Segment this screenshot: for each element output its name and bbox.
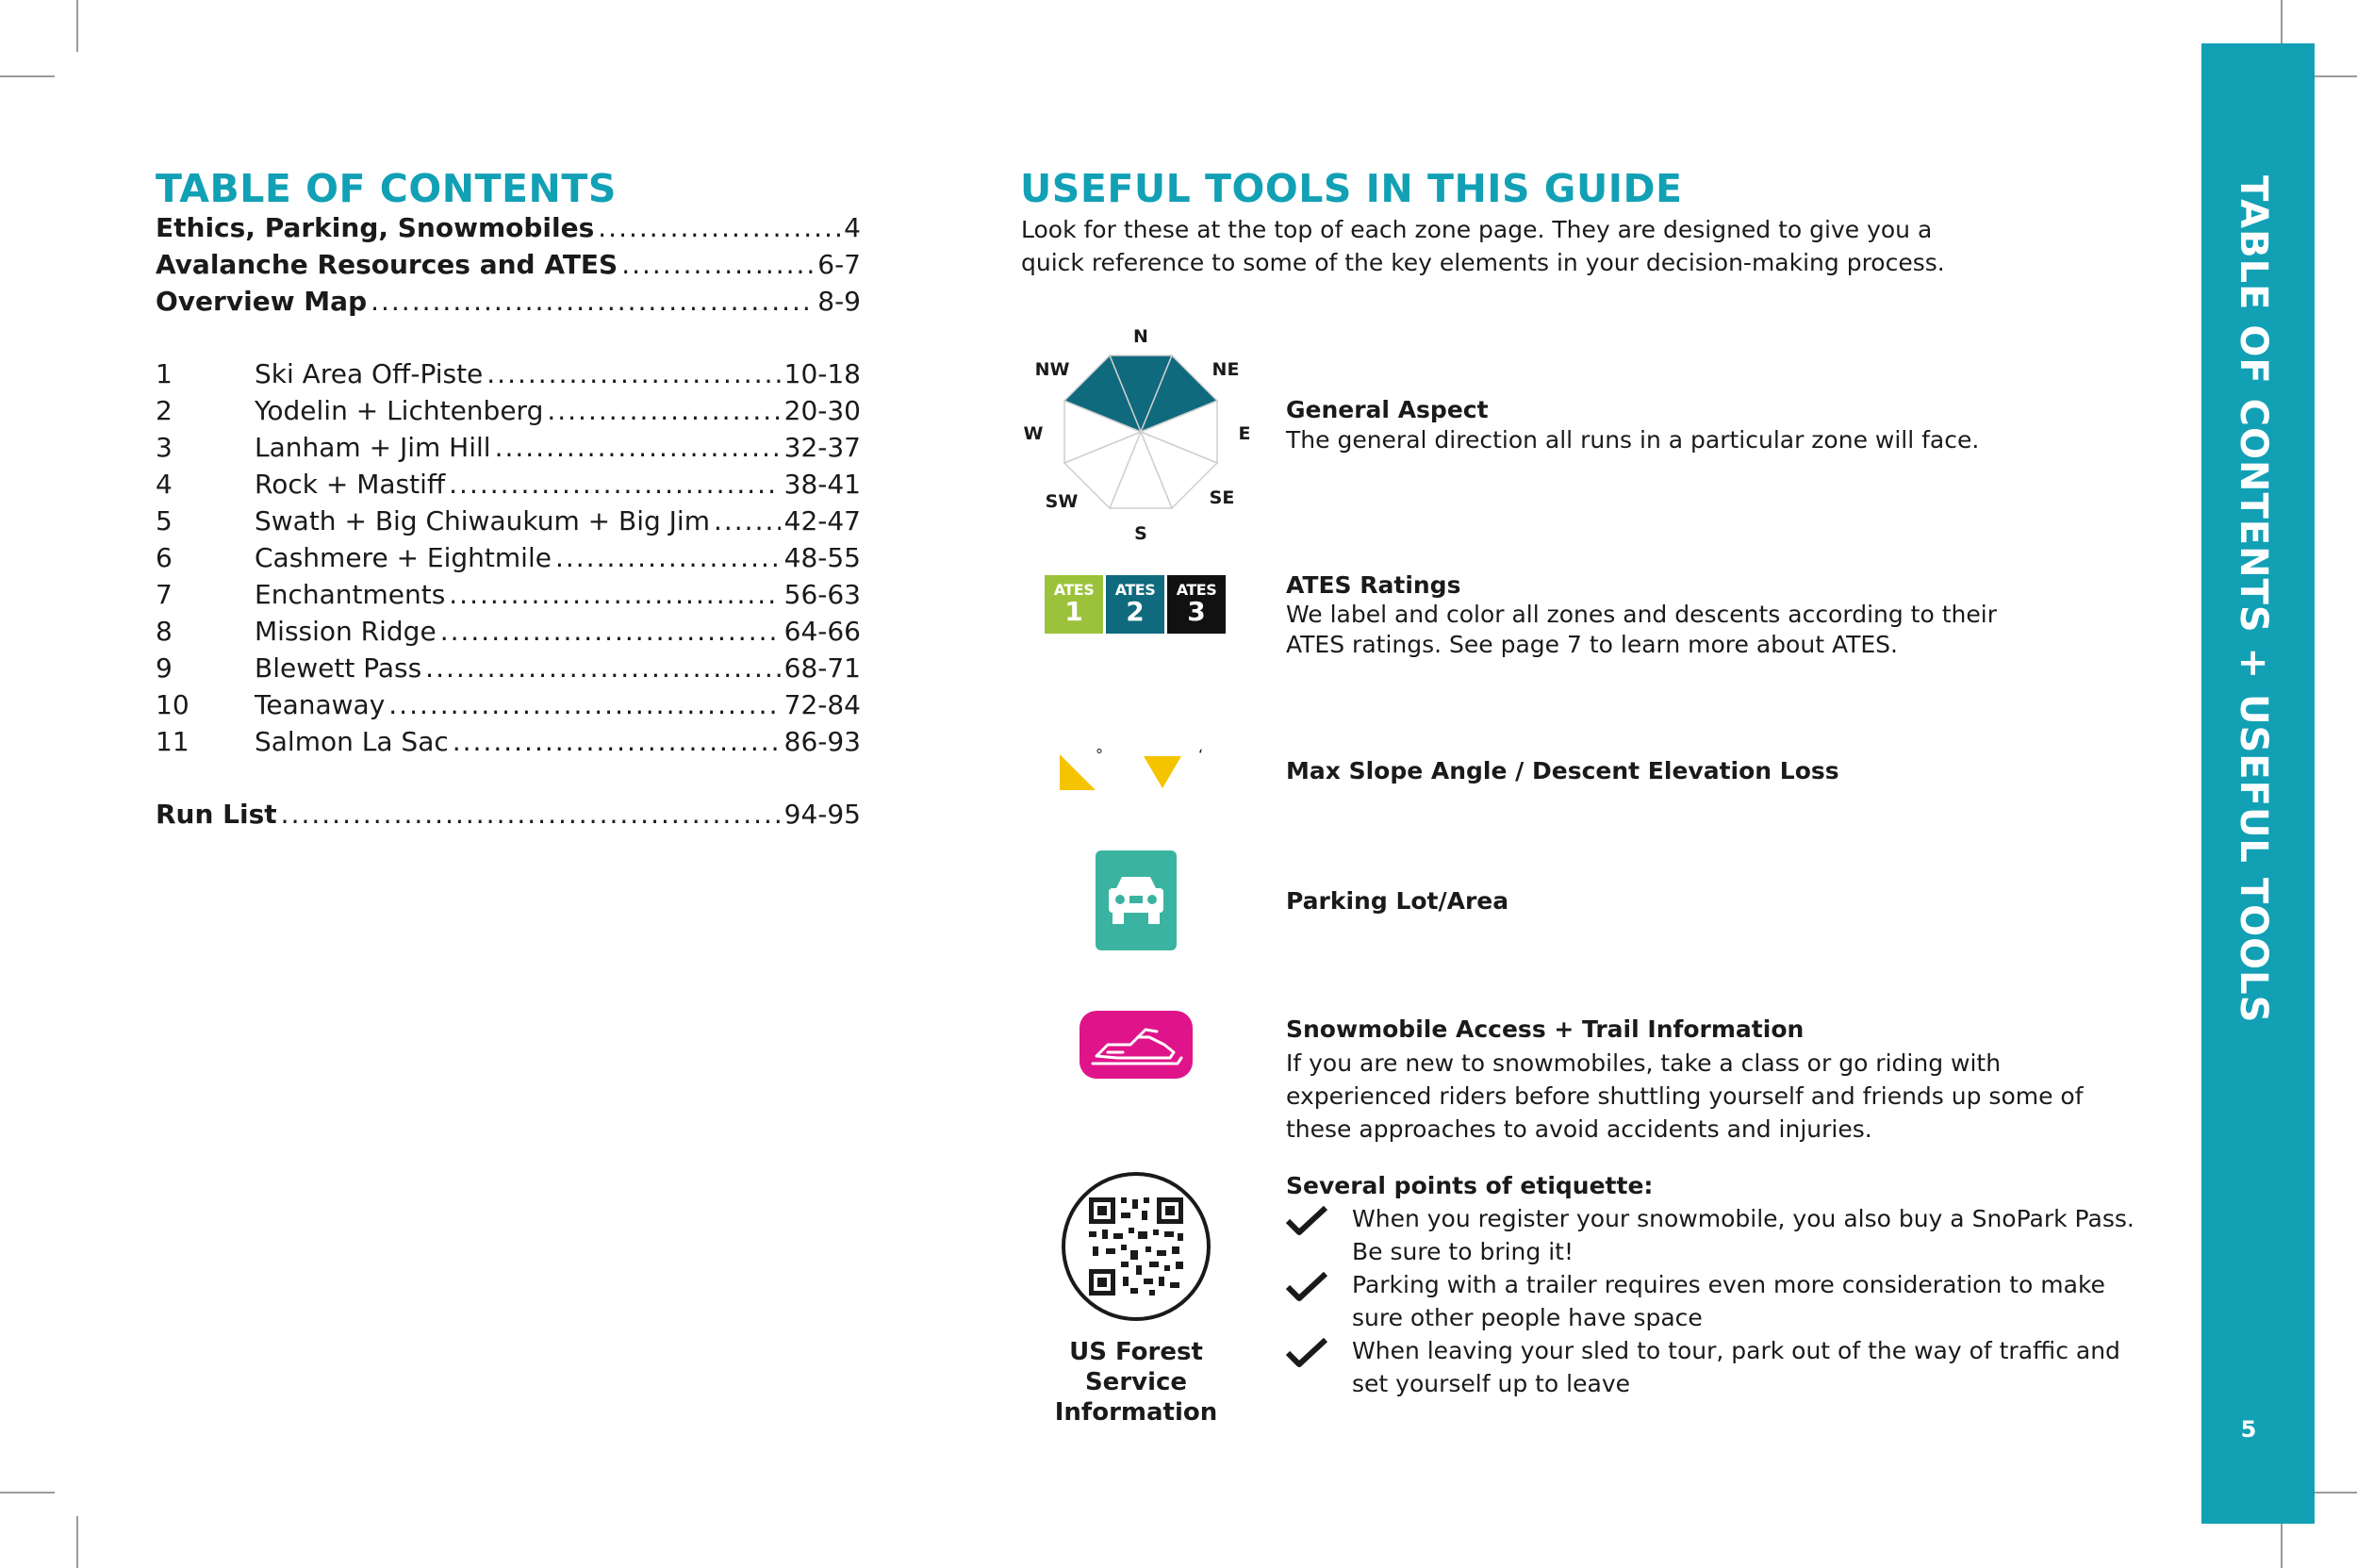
list-item bbox=[1286, 1268, 2134, 1334]
toc-entry-label: Teanaway bbox=[255, 689, 386, 720]
toc-entry-label: Salmon La Sac bbox=[255, 726, 449, 757]
toc-leader-dots bbox=[371, 286, 814, 317]
toc-entry-label: Enchantments bbox=[255, 579, 446, 610]
elevation-loss-icon bbox=[1136, 745, 1211, 801]
toc-zone-number: 3 bbox=[156, 432, 173, 463]
checkmark-icon bbox=[1286, 1206, 1327, 1236]
toc-leader-dots bbox=[388, 689, 780, 720]
ates-badge-number: 1 bbox=[1064, 596, 1083, 627]
compass-se-label: SE bbox=[1209, 487, 1235, 508]
toc-row bbox=[156, 249, 861, 286]
toc-entry-label: Ethics, Parking, Snowmobiles bbox=[156, 212, 595, 243]
toc-row bbox=[156, 542, 861, 579]
compass-ne-label: NE bbox=[1211, 359, 1240, 380]
toc-row bbox=[156, 689, 861, 726]
toc-page-range: 72-84 bbox=[783, 689, 861, 720]
toc-entry-label: Avalanche Resources and ATES bbox=[156, 249, 618, 280]
toc-page-range: 64-66 bbox=[783, 616, 861, 647]
compass-e-label: E bbox=[1238, 423, 1251, 444]
toc-title: TABLE OF CONTENTS bbox=[156, 166, 617, 211]
toc-page-range: 10-18 bbox=[783, 358, 861, 389]
toc-entry-label: Yodelin + Lichtenberg bbox=[255, 395, 544, 426]
toc-page-range: 94-95 bbox=[783, 799, 861, 830]
crop-mark bbox=[2281, 1516, 2283, 1568]
toc-entry-label: Swath + Big Chiwaukum + Big Jim bbox=[255, 505, 710, 536]
qr-code-icon bbox=[1061, 1171, 1211, 1322]
ates-title: ATES Ratings bbox=[1286, 571, 1461, 599]
compass-n-label: N bbox=[1133, 326, 1148, 347]
ates-1-badge bbox=[1045, 575, 1103, 634]
aspect-compass-sectors bbox=[1064, 355, 1217, 508]
toc-page-range: 56-63 bbox=[783, 579, 861, 610]
slope-angle-icon bbox=[1056, 745, 1122, 801]
ates-3-badge bbox=[1167, 575, 1226, 634]
parking-car-icon bbox=[1096, 850, 1177, 950]
toc-leader-dots bbox=[281, 799, 781, 830]
feet-mark: ‘ bbox=[1198, 746, 1204, 764]
toc-leader-dots bbox=[621, 249, 814, 280]
toc-entry-label: Overview Map bbox=[156, 286, 368, 317]
ates-badge-label: ATES bbox=[1053, 581, 1095, 599]
table-of-contents bbox=[156, 212, 861, 835]
toc-zone-number: 9 bbox=[156, 652, 173, 684]
etiquette-item-text: When you register your snowmobile, you also buy a SnoPark Pass. Be sure to bring it! bbox=[1352, 1205, 2134, 1265]
degree-mark: ° bbox=[1096, 746, 1103, 764]
toc-leader-dots bbox=[555, 542, 781, 573]
snowmobile-desc: If you are new to snowmobiles, take a class or go riding with experienced riders before shuttling yourself and friends up some of these approaches to avoid accidents and injuries. bbox=[1286, 1049, 2084, 1143]
toc-row bbox=[156, 212, 861, 249]
sidebar-title: TABLE OF CONTENTS + USEFUL TOOLS bbox=[2232, 175, 2275, 1024]
toc-row bbox=[156, 286, 861, 322]
list-item bbox=[1286, 1334, 2134, 1400]
toc-row bbox=[156, 432, 861, 469]
toc-row bbox=[156, 395, 861, 432]
toc-leader-dots bbox=[449, 469, 780, 500]
toc-row bbox=[156, 652, 861, 689]
toc-leader-dots bbox=[598, 212, 840, 243]
crop-mark bbox=[76, 1516, 78, 1568]
toc-row bbox=[156, 799, 861, 835]
etiquette-item-text: When leaving your sled to tour, park out of the way of traffic and set yourself up to leave bbox=[1352, 1337, 2120, 1397]
compass-nw-label: NW bbox=[1034, 359, 1070, 380]
toc-page-range: 48-55 bbox=[783, 542, 861, 573]
toc-leader-dots bbox=[714, 505, 781, 536]
etiquette-item-text: Parking with a trailer requires even more consideration to make sure other people have space bbox=[1352, 1271, 2105, 1331]
checkmark-icon bbox=[1286, 1338, 1327, 1368]
toc-zone-number: 7 bbox=[156, 579, 173, 610]
toc-row bbox=[156, 358, 861, 395]
toc-page-range: 32-37 bbox=[783, 432, 861, 463]
toc-page-range: 86-93 bbox=[783, 726, 861, 757]
toc-row bbox=[156, 579, 861, 616]
slope-title: Max Slope Angle / Descent Elevation Loss bbox=[1286, 757, 1839, 784]
toc-zone-number: 10 bbox=[156, 689, 190, 720]
snowmobile-icon bbox=[1080, 1011, 1193, 1079]
toc-entry-label: Mission Ridge bbox=[255, 616, 437, 647]
toc-leader-dots bbox=[453, 726, 781, 757]
aspect-compass-icon bbox=[1009, 302, 1273, 556]
aspect-title: General Aspect bbox=[1286, 396, 1489, 423]
toc-row bbox=[156, 469, 861, 505]
toc-entry-label: Lanham + Jim Hill bbox=[255, 432, 491, 463]
page-number: 5 bbox=[2240, 1416, 2257, 1443]
ates-badge-label: ATES bbox=[1114, 581, 1156, 599]
ates-desc: We label and color all zones and descents according to their ATES ratings. See page 7 to learn more about ATES. bbox=[1286, 601, 1997, 658]
tools-title: USEFUL TOOLS IN THIS GUIDE bbox=[1020, 166, 1683, 211]
toc-row bbox=[156, 726, 861, 763]
crop-mark bbox=[76, 0, 78, 52]
toc-entry-label: Run List bbox=[156, 799, 277, 830]
snowmobile-title: Snowmobile Access + Trail Information bbox=[1286, 1015, 1805, 1043]
toc-page-range: 20-30 bbox=[783, 395, 861, 426]
toc-row bbox=[156, 616, 861, 652]
toc-leader-dots bbox=[495, 432, 781, 463]
ates-2-badge bbox=[1106, 575, 1164, 634]
toc-zone-number: 4 bbox=[156, 469, 173, 500]
toc-entry-label: Blewett Pass bbox=[255, 652, 422, 684]
toc-leader-dots bbox=[440, 616, 781, 647]
ates-badge-label: ATES bbox=[1176, 581, 1217, 599]
toc-leader-dots bbox=[425, 652, 780, 684]
compass-w-label: W bbox=[1023, 423, 1044, 444]
toc-leader-dots bbox=[486, 358, 780, 389]
toc-zone-number: 8 bbox=[156, 616, 173, 647]
toc-page-range: 68-71 bbox=[783, 652, 861, 684]
toc-zone-number: 6 bbox=[156, 542, 173, 573]
tools-intro: Look for these at the top of each zone page. They are designed to give you a quick reference to some of the key elements in your decision-making process. bbox=[1021, 216, 1945, 276]
crop-mark bbox=[0, 75, 55, 77]
toc-zone-number: 11 bbox=[156, 726, 190, 757]
checkmark-icon bbox=[1286, 1272, 1327, 1302]
list-item bbox=[1286, 1202, 2134, 1268]
toc-zone-number: 5 bbox=[156, 505, 173, 536]
toc-page-range: 38-41 bbox=[783, 469, 861, 500]
toc-entry-label: Ski Area Off-Piste bbox=[255, 358, 484, 389]
aspect-desc: The general direction all runs in a particular zone will face. bbox=[1286, 426, 1980, 454]
toc-leader-dots bbox=[547, 395, 780, 426]
toc-zone-number: 2 bbox=[156, 395, 173, 426]
toc-page-range: 8-9 bbox=[817, 286, 861, 317]
toc-zone-number: 1 bbox=[156, 358, 173, 389]
compass-sw-label: SW bbox=[1045, 491, 1079, 512]
compass-s-label: S bbox=[1134, 523, 1147, 544]
toc-page-range: 42-47 bbox=[783, 505, 861, 536]
toc-row bbox=[156, 505, 861, 542]
parking-title: Parking Lot/Area bbox=[1286, 887, 1509, 915]
toc-entry-label: Cashmere + Eightmile bbox=[255, 542, 552, 573]
qr-caption: US Forest Service Information bbox=[1054, 1338, 1218, 1427]
toc-page-range: 6-7 bbox=[817, 249, 861, 280]
toc-leader-dots bbox=[449, 579, 780, 610]
crop-mark bbox=[0, 1492, 55, 1494]
toc-entry-label: Rock + Mastiff bbox=[255, 469, 446, 500]
etiquette-list bbox=[1286, 1202, 2134, 1400]
ates-badge-number: 3 bbox=[1187, 596, 1206, 627]
etiquette-title: Several points of etiquette: bbox=[1286, 1172, 1654, 1199]
toc-page-range: 4 bbox=[844, 212, 861, 243]
ates-badge-number: 2 bbox=[1126, 596, 1145, 627]
